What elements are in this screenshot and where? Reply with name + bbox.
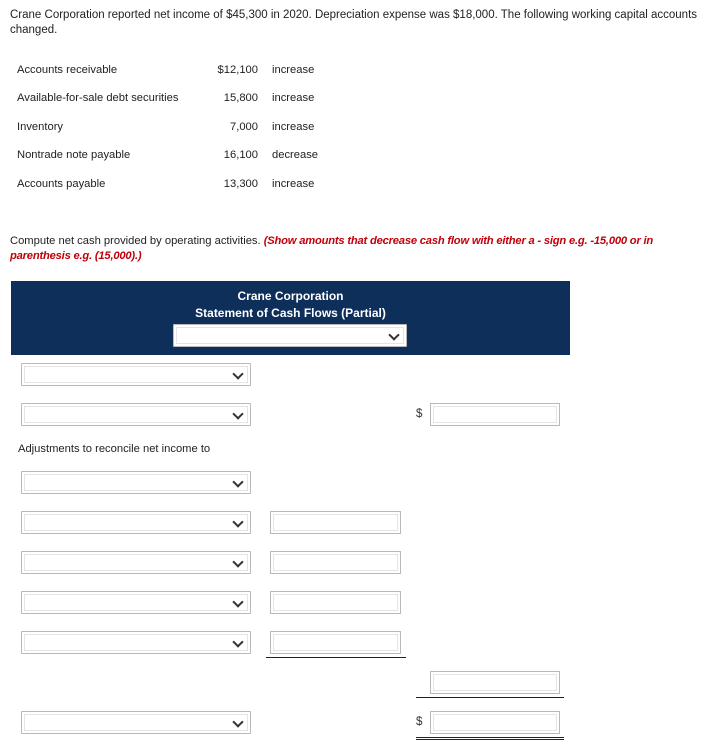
statement-title: Statement of Cash Flows (Partial)	[195, 306, 386, 320]
input-inner	[433, 674, 557, 691]
currency-symbol: $	[416, 408, 423, 420]
total-adjustments-input[interactable]	[430, 671, 560, 694]
net-cash-select[interactable]	[21, 711, 251, 734]
account-amount: 7,000	[230, 121, 258, 133]
select-inner	[24, 714, 248, 731]
account-label: Accounts payable	[17, 178, 106, 190]
select-inner	[24, 366, 248, 383]
adjustment-amount-input[interactable]	[270, 511, 401, 534]
total-rule	[416, 697, 564, 698]
adjustments-continuation-select[interactable]	[21, 471, 251, 494]
instructions	[10, 234, 710, 264]
adjustment-amount-input[interactable]	[270, 631, 401, 654]
select-inner	[24, 514, 248, 531]
adjustments-label: Adjustments to reconcile net income to	[18, 443, 211, 455]
account-amount: 15,800	[223, 92, 258, 104]
adjustment-item-select[interactable]	[21, 591, 251, 614]
account-amount: $12,100	[217, 64, 258, 76]
instructions-highlight: (Show amounts that decrease cash flow with either a - sign e.g. -15,000 or in parenthesis e.g. (15,000).)	[10, 235, 654, 262]
subtotal-rule	[266, 657, 406, 658]
statement-header	[11, 281, 570, 355]
section-heading-select[interactable]	[21, 363, 251, 386]
select-inner	[176, 327, 404, 344]
input-inner	[273, 634, 398, 651]
net-income-amount-input[interactable]	[430, 403, 560, 426]
company-name: Crane Corporation	[237, 289, 344, 303]
input-inner	[273, 594, 398, 611]
adjustment-amount-input[interactable]	[270, 591, 401, 614]
input-inner	[273, 554, 398, 571]
account-change: increase	[272, 92, 315, 104]
adjustment-item-select[interactable]	[21, 551, 251, 574]
input-inner	[273, 514, 398, 531]
adjustment-amount-input[interactable]	[270, 551, 401, 574]
net-income-select[interactable]	[21, 403, 251, 426]
account-amount: 16,100	[223, 149, 258, 161]
net-cash-amount-input[interactable]	[430, 711, 560, 734]
select-inner	[24, 634, 248, 651]
select-inner	[24, 554, 248, 571]
account-label: Inventory	[17, 121, 64, 133]
account-change: increase	[272, 121, 315, 133]
input-inner	[433, 406, 557, 423]
account-label: Available-for-sale debt securities	[17, 92, 179, 104]
instructions-text: Compute net cash provided by operating activities.	[10, 235, 264, 247]
account-label: Nontrade note payable	[17, 149, 131, 161]
adjustment-item-select[interactable]	[21, 631, 251, 654]
account-amount: 13,300	[223, 178, 258, 190]
select-inner	[24, 474, 248, 491]
account-change: increase	[272, 178, 315, 190]
select-inner	[24, 594, 248, 611]
input-inner	[433, 714, 557, 731]
adjustment-item-select[interactable]	[21, 511, 251, 534]
account-label: Accounts receivable	[17, 64, 118, 76]
select-inner	[24, 406, 248, 423]
double-underline	[416, 737, 564, 740]
period-select[interactable]	[173, 324, 407, 347]
account-change: increase	[272, 64, 315, 76]
account-change: decrease	[272, 149, 319, 161]
problem-intro: Crane Corporation reported net income of $45,300 in 2020. Depreciation expense was $18,000. The following working capital accounts changed.	[10, 9, 698, 36]
currency-symbol: $	[416, 716, 423, 728]
